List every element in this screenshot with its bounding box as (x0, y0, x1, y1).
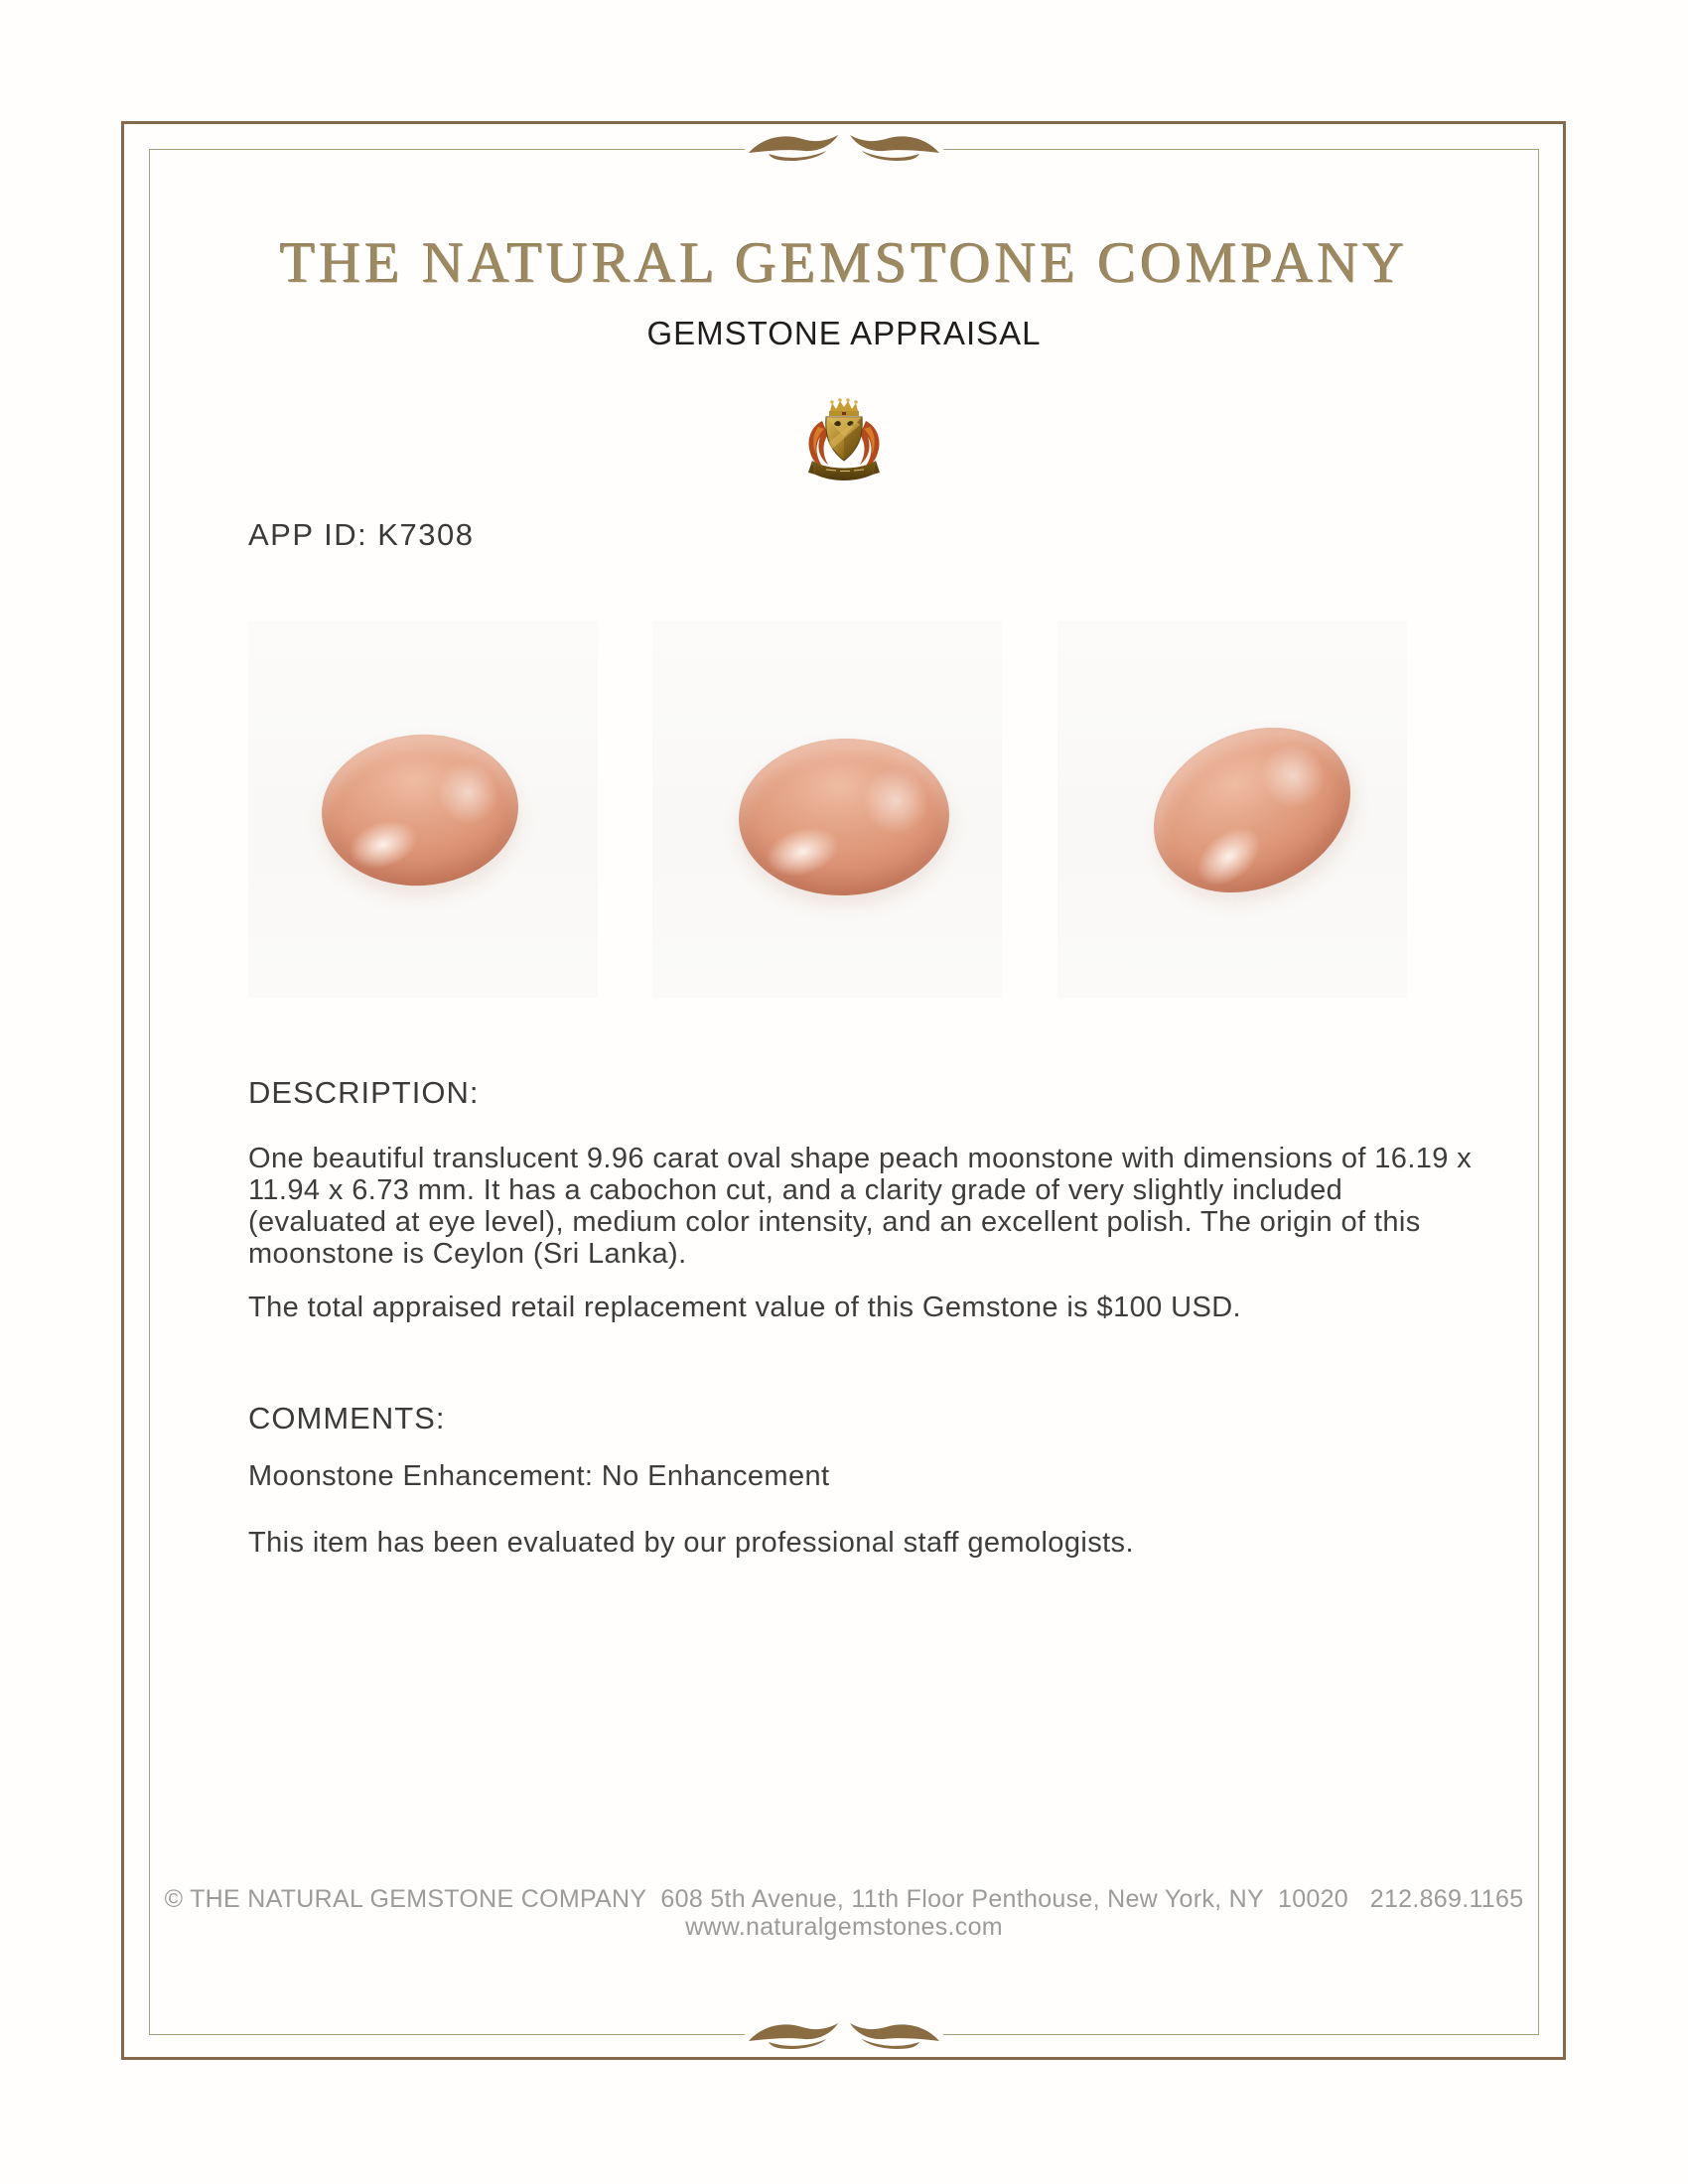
gem-sheen-highlight (432, 756, 503, 830)
appraised-value-text: The total appraised retail replacement value of this Gemstone is $100 USD. (248, 1292, 1241, 1323)
evaluation-comment-text: This item has been evaluated by our professional staff gemologists. (248, 1527, 1134, 1559)
gem-sheen-highlight (1246, 729, 1339, 823)
company-title: THE NATURAL GEMSTONE COMPANY (279, 230, 1409, 295)
company-crest-icon (802, 397, 886, 492)
description-heading: DESCRIPTION: (248, 1075, 480, 1110)
enhancement-comment-text: Moonstone Enhancement: No Enhancement (248, 1460, 830, 1492)
gem-reflection-spot (761, 818, 846, 885)
gem-reflection-spot (1186, 816, 1272, 898)
description-body-text: One beautiful translucent 9.96 carat oval shape peach moonstone with dimensions of 16.19 x 11.94 x 6.73 mm. It has a cabochon cut, and a clarity grade of very slightly included (evaluated at eye level), medium color intensity, and an excellent polish. The origin of this moonstone is Ceylon (Sri Lanka). (248, 1143, 1473, 1270)
footer-address-line: © THE NATURAL GEMSTONE COMPANY 608 5th Avenue, 11th Floor Penthouse, New York, NY 10020 212.869.1165 (164, 1885, 1524, 1913)
comments-heading: COMMENTS: (248, 1401, 446, 1435)
app-id-label: APP ID: K7308 (248, 517, 475, 552)
gem-reflection-spot (343, 812, 424, 877)
footer-website-url: www.naturalgemstones.com (685, 1913, 1003, 1941)
flourish-ornament-bottom-icon (745, 2020, 943, 2050)
gem-sheen-highlight (859, 763, 933, 838)
document-type-subtitle: GEMSTONE APPRAISAL (646, 315, 1042, 351)
flourish-ornament-top-icon (745, 132, 943, 162)
